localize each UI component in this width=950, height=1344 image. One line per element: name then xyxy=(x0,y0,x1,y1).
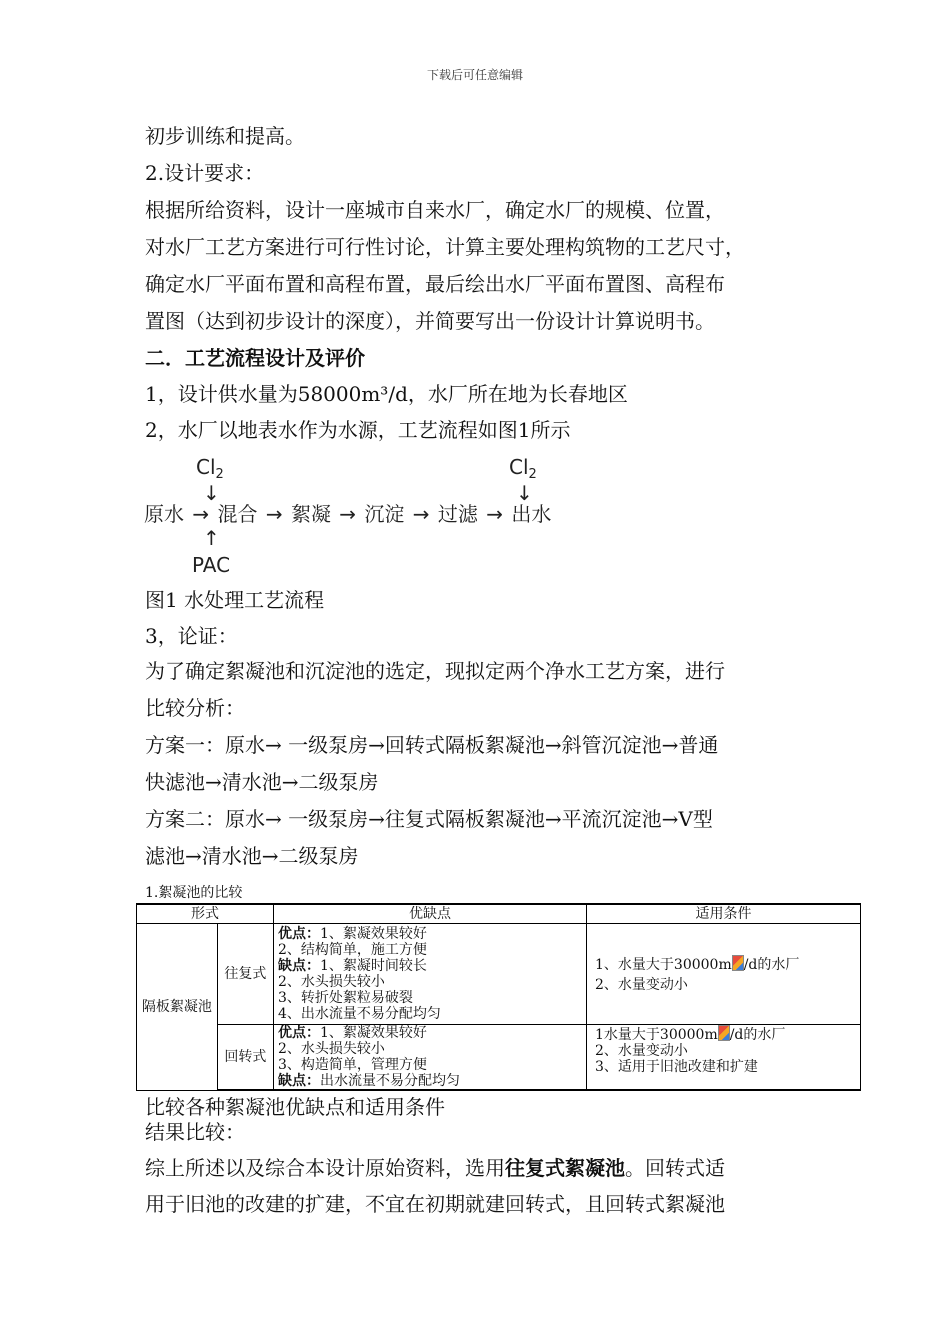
table-row xyxy=(137,1025,861,1091)
paragraph-line: 对水厂工艺方案进行可行性讨论，计算主要处理构筑物的工艺尺寸， xyxy=(145,235,745,259)
paragraph-line: 根据所给资料，设计一座城市自来水厂，确定水厂的规模、位置， xyxy=(145,198,725,222)
condition-item: 1、水量大于30000m xyxy=(595,957,732,973)
pros-label: 优点： xyxy=(278,926,320,942)
conclusion-line: 用于旧池的改建的扩建，不宜在初期就建回转式，且回转式絮凝池 xyxy=(145,1192,725,1216)
group-cell: 隔板絮凝池 xyxy=(137,924,218,1091)
cons-item: 出水流量不易分配均匀 xyxy=(320,1073,460,1089)
condition-item: /d的水厂 xyxy=(729,1027,786,1043)
cons-item: 2、水头损失较小 xyxy=(278,974,385,990)
cubic-unit-icon xyxy=(732,955,744,971)
up-arrow-icon: ↑ xyxy=(203,526,220,550)
condition-item: 3、适用于旧池改建和扩建 xyxy=(595,1059,758,1075)
paragraph-line: 方案二：原水→ 一级泵房→往复式隔板絮凝池→平流沉淀池→V型 xyxy=(145,807,713,831)
cons-item: 1、絮凝时间较长 xyxy=(320,958,427,974)
pros-item: 2、结构简单，施工方便 xyxy=(278,942,427,958)
condition-item: 2、水量变动小 xyxy=(595,1043,688,1059)
section-heading: 2.设计要求： xyxy=(145,161,265,185)
result-title: 结果比较： xyxy=(145,1120,245,1144)
pros-item: 2、水头损失较小 xyxy=(278,1041,385,1057)
condition-cell xyxy=(587,924,861,1025)
paragraph: 初步训练和提高。 xyxy=(145,124,305,148)
table-title: 1.絮凝池的比较 xyxy=(145,885,243,901)
header-cell: 形式 xyxy=(137,904,274,924)
conclusion-text: 。回转式适 xyxy=(625,1156,725,1180)
condition-item: 2、水量变动小 xyxy=(595,977,688,993)
conclusion-highlight: 往复式絮凝池 xyxy=(505,1156,625,1180)
pros-item: 1、絮凝效果较好 xyxy=(320,926,427,942)
paragraph-line: 滤池→清水池→二级泵房 xyxy=(145,844,359,868)
list-item: 1，设计供水量为58000m³/d，水厂所在地为长春地区 xyxy=(145,382,628,406)
paragraph-line: 为了确定絮凝池和沉淀池的选定，现拟定两个净水工艺方案，进行 xyxy=(145,659,725,683)
paragraph-line: 置图（达到初步设计的深度），并简要写出一份设计计算说明书。 xyxy=(145,309,715,333)
type-cell: 往复式 xyxy=(217,924,273,1025)
paragraph-line: 确定水厂平面布置和高程布置，最后绘出水厂平面布置图、高程布 xyxy=(145,272,725,296)
pros-cons-cell xyxy=(274,1025,587,1091)
table-row xyxy=(137,924,861,1025)
pros-cons-cell xyxy=(274,924,587,1025)
table-header-row xyxy=(137,904,861,924)
comparison-table xyxy=(136,903,861,1091)
cl2-label-left: $Cl_2$ xyxy=(196,455,224,482)
cubic-unit-icon xyxy=(718,1025,730,1041)
type-cell: 回转式 xyxy=(217,1025,273,1091)
table-caption: 比较各种絮凝池优缺点和适用条件 xyxy=(145,1095,445,1119)
list-item: 2，水厂以地表水作为水源，工艺流程如图1所示 xyxy=(145,418,571,442)
cons-label: 缺点： xyxy=(278,958,320,974)
paragraph-line: 比较分析： xyxy=(145,696,245,720)
list-item: 3，论证： xyxy=(145,624,238,648)
flow-line: 原水 → 混合 → 絮凝 → 沉淀 → 过滤 → 出水 xyxy=(144,502,552,526)
cons-item: 3、转折处絮粒易破裂 xyxy=(278,990,413,1006)
pros-label: 优点： xyxy=(278,1025,320,1041)
condition-cell xyxy=(587,1025,861,1091)
conclusion-text: 综上所述以及综合本设计原始资料，选用 xyxy=(145,1156,505,1180)
cons-label: 缺点： xyxy=(278,1073,320,1089)
section-title: 二．工艺流程设计及评价 xyxy=(145,346,365,370)
pac-label: PAC xyxy=(192,553,231,577)
cl2-label-right: $Cl_2$ xyxy=(509,455,537,482)
pros-item: 1、絮凝效果较好 xyxy=(320,1025,427,1041)
figure-caption: 图1 水处理工艺流程 xyxy=(145,588,325,612)
paragraph-line: 快滤池→清水池→二级泵房 xyxy=(145,770,379,794)
cons-item: 4、出水流量不易分配均匀 xyxy=(278,1006,441,1022)
condition-item: 1水量大于30000m xyxy=(595,1027,718,1043)
page-header: 下载后可任意编辑 xyxy=(426,68,523,82)
down-arrow-icon: ↓ xyxy=(203,481,220,505)
paragraph-line: 方案一：原水→ 一级泵房→回转式隔板絮凝池→斜管沉淀池→普通 xyxy=(145,733,719,757)
pros-item: 3、构造简单，管理方便 xyxy=(278,1057,427,1073)
conclusion-line xyxy=(145,1154,725,1182)
condition-item: /d的水厂 xyxy=(743,957,800,973)
down-arrow-icon: ↓ xyxy=(516,481,533,505)
header-cell: 优缺点 xyxy=(274,904,587,924)
header-cell: 适用条件 xyxy=(587,904,861,924)
